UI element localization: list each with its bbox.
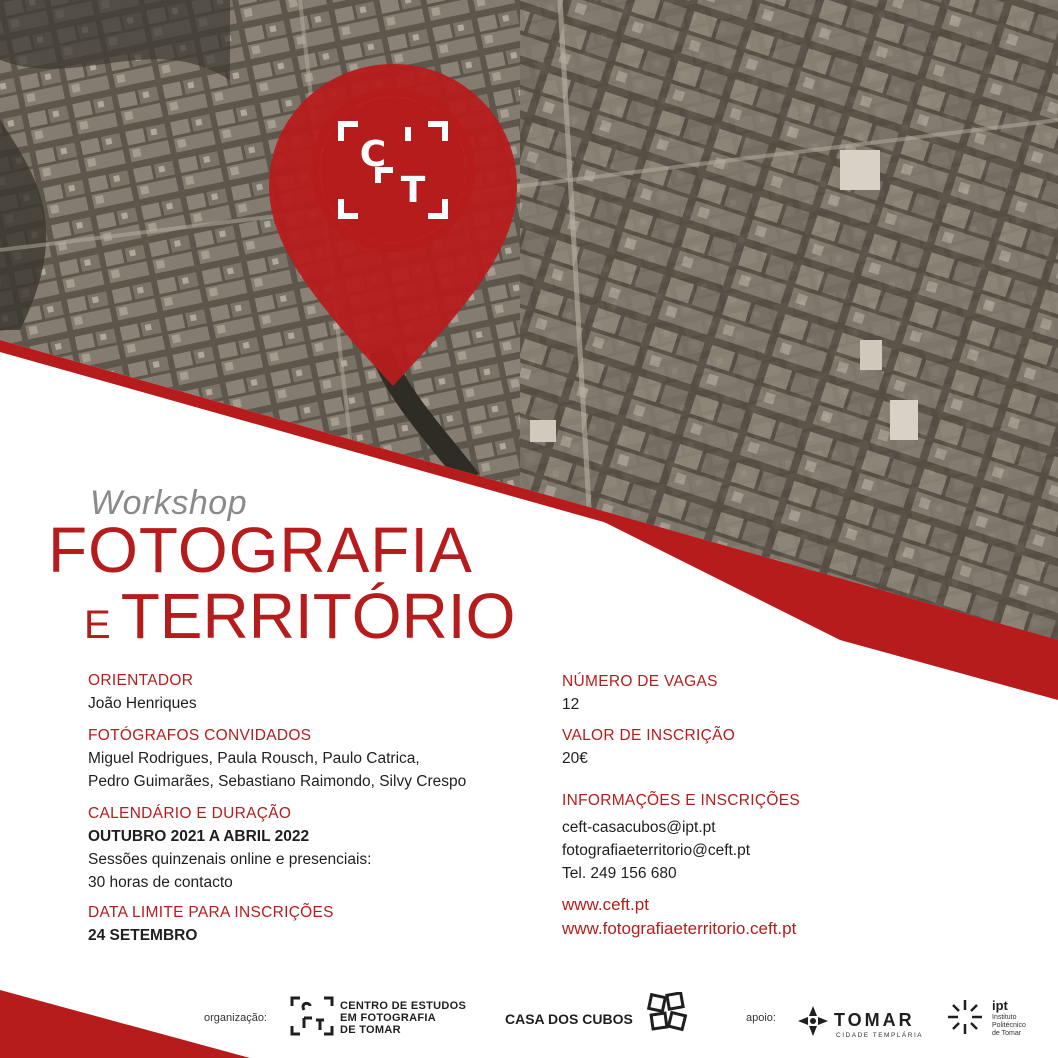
ipt-line1: Instituto bbox=[992, 1014, 1017, 1021]
organizacao-label: organização: bbox=[204, 1012, 267, 1024]
ceft-line1: CENTRO DE ESTUDOS bbox=[340, 1000, 467, 1012]
ceft-logo-text bbox=[340, 1000, 466, 1036]
title-e: E bbox=[84, 603, 111, 647]
title-fotografia: FOTOGRAFIA bbox=[48, 514, 473, 586]
info-label: INFORMAÇÕES E INSCRIÇÕES bbox=[562, 792, 801, 809]
ceft-line3: DE TOMAR bbox=[340, 1024, 401, 1036]
email-fotografia[interactable]: fotografiaeterritorio@ceft.pt bbox=[562, 842, 751, 859]
valor-value: 20€ bbox=[562, 750, 588, 767]
calendario-line2: Sessões quinzenais online e presenciais: bbox=[88, 851, 372, 868]
calendario-label: CALENDÁRIO E DURAÇÃO bbox=[88, 805, 292, 822]
valor-label: VALOR DE INSCRIÇÃO bbox=[562, 727, 736, 744]
casa-dos-cubos-text: CASA DOS CUBOS bbox=[505, 1011, 633, 1027]
ipt-logo-icon bbox=[944, 996, 986, 1038]
apoio-label: apoio: bbox=[746, 1012, 776, 1024]
tomar-text: TOMAR bbox=[834, 1010, 915, 1030]
ipt-full-name bbox=[992, 1014, 1026, 1038]
link-ceft[interactable]: www.ceft.pt bbox=[562, 895, 649, 914]
workshop-label: Workshop bbox=[90, 484, 248, 522]
location-pin-icon bbox=[263, 60, 523, 400]
limite-value: 24 SETEMBRO bbox=[88, 927, 198, 944]
calendario-dates: OUTUBRO 2021 A ABRIL 2022 bbox=[88, 828, 310, 845]
ceft-logo-icon bbox=[290, 996, 334, 1036]
pin-letter-t: T bbox=[400, 170, 426, 211]
tomar-subtext: CIDADE TEMPLÁRIA bbox=[836, 1032, 924, 1039]
ipt-line2: Politécnico bbox=[992, 1022, 1026, 1029]
limite-label: DATA LIMITE PARA INSCRIÇÕES bbox=[88, 904, 334, 921]
title-territorio-word: TERRITÓRIO bbox=[120, 580, 516, 652]
info-right-column bbox=[562, 671, 1002, 941]
title-territorio bbox=[84, 580, 516, 652]
tomar-cross-icon bbox=[796, 1004, 830, 1038]
email-casacubos[interactable]: ceft-casacubos@ipt.pt bbox=[562, 819, 716, 836]
convidados-line1: Miguel Rodrigues, Paula Rousch, Paulo Catrica, bbox=[88, 750, 420, 767]
ceft-line2: EM FOTOGRAFIA bbox=[340, 1012, 436, 1024]
vagas-value: 12 bbox=[562, 696, 580, 713]
casa-dos-cubos-icon bbox=[646, 992, 688, 1034]
ipt-line3: de Tomar bbox=[992, 1030, 1022, 1037]
info-left-column bbox=[88, 670, 528, 947]
telephone: Tel. 249 156 680 bbox=[562, 865, 677, 882]
vagas-label: NÚMERO DE VAGAS bbox=[562, 673, 718, 690]
orientador-value: João Henriques bbox=[88, 695, 197, 712]
link-fotografiaeterritorio[interactable]: www.fotografiaeterritorio.ceft.pt bbox=[562, 919, 797, 938]
convidados-label: FOTÓGRAFOS CONVIDADOS bbox=[88, 727, 312, 744]
pin-letter-c: C bbox=[359, 134, 387, 175]
convidados-line2: Pedro Guimarães, Sebastiano Raimondo, Silvy Crespo bbox=[88, 773, 467, 790]
calendario-line3: 30 horas de contacto bbox=[88, 874, 233, 891]
orientador-label: ORIENTADOR bbox=[88, 672, 194, 689]
ipt-text: ipt bbox=[992, 998, 1008, 1013]
